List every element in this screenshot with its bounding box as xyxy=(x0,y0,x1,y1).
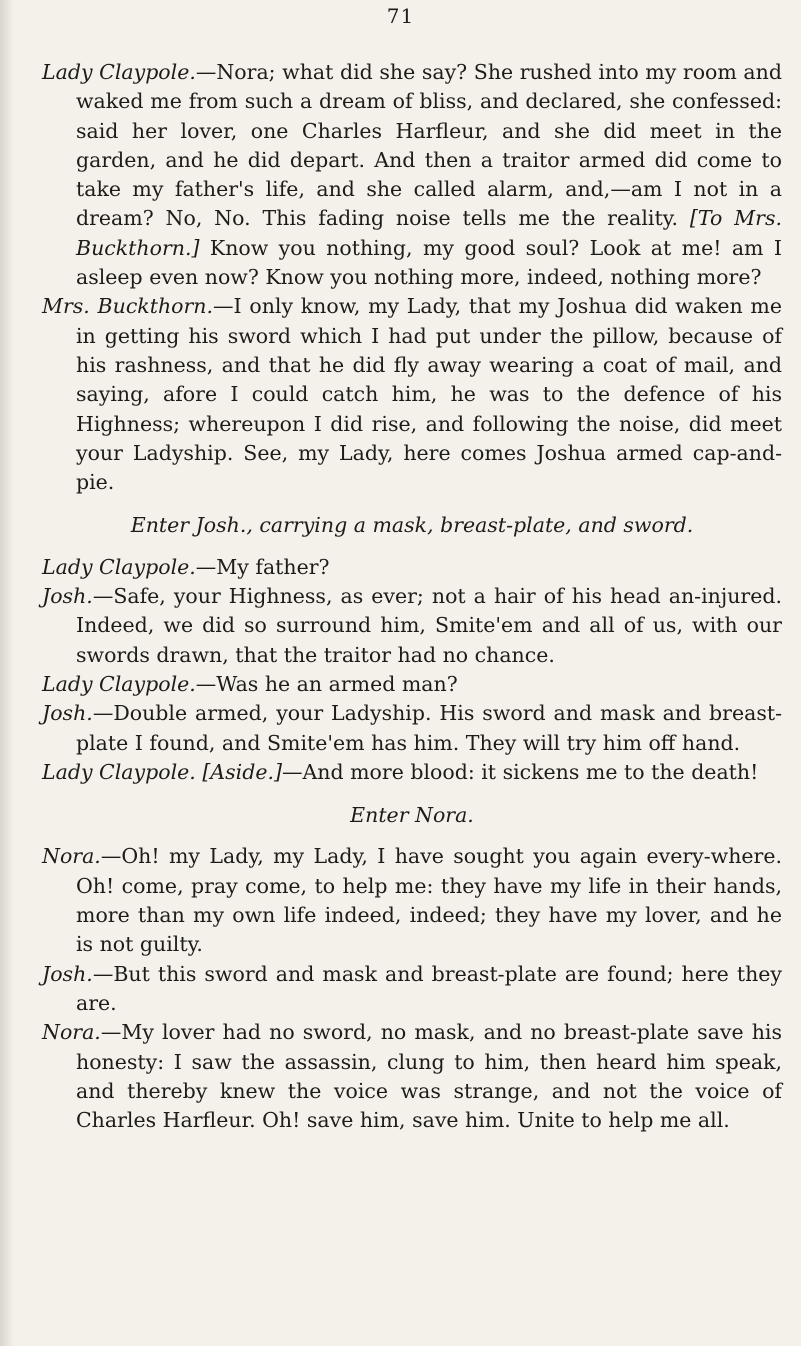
speech-text-continued: Know you nothing, my good soul? Look at me! am I asleep even now? Know you nothing more, indeed, nothing more? xyxy=(76,235,782,290)
stage-direction-enter-josh: Enter Josh., carrying a mask, breast-plate, and sword. xyxy=(130,513,694,538)
speaker-name: Lady Claypole. xyxy=(42,671,196,696)
speaker-name: Nora. xyxy=(42,844,101,869)
speech-text: —My lover had no sword, no mask, and no breast-plate save his honesty: I saw the assassin, clung to him, then heard him speak, and thereby knew the voice was strange, and not the voice of Charles Harfleur. Oh! save him, save him. Unite to help me all. xyxy=(76,1020,782,1133)
speaker-name: Josh. xyxy=(42,584,93,609)
speech-text: —My father? xyxy=(195,554,330,579)
speech-text-continued: —And more blood: it sickens me to the death! xyxy=(281,759,759,784)
speech-mrs-buckthorn xyxy=(42,292,782,497)
speaker-name: Josh. xyxy=(42,701,93,726)
speaker-name: Lady Claypole. xyxy=(42,554,196,579)
stage-direction: [To Mrs. Buckthorn.] xyxy=(76,206,782,260)
speech-text: —But this sword and mask and breast-plate are found; here they are. xyxy=(76,961,782,1015)
speaker-name: Lady Claypole. xyxy=(42,60,196,84)
speech-josh-2 xyxy=(42,699,782,758)
stage-direction: [Aside.] xyxy=(202,759,282,784)
speech-text: —Oh! my Lady, my Lady, I have sought you again every-where. Oh! come, pray come, to help me: they have my life in their hands, more than my own life indeed, indeed; they have my lover, and he is not guilty. xyxy=(76,844,782,957)
page-number: 71 xyxy=(386,4,415,28)
speech-lady-claypole-3 xyxy=(42,670,782,699)
speech-lady-claypole-aside xyxy=(42,758,782,787)
speech-josh-1 xyxy=(42,582,782,670)
speaker-name: Mrs. Buckthorn. xyxy=(42,294,214,319)
page-gutter-shadow xyxy=(0,0,14,1346)
speech-lady-claypole-2 xyxy=(42,553,782,582)
speech-nora-2 xyxy=(42,1018,782,1135)
stage-direction-enter-nora: Enter Nora. xyxy=(350,803,474,828)
play-text xyxy=(42,58,782,1135)
speech-lady-claypole-1 xyxy=(42,58,782,292)
speech-text: —Double armed, your Ladyship. His sword and mask and breast-plate I found, and Smite'em has him. They will try him off hand. xyxy=(76,701,782,755)
speech-text: —Was he an armed man? xyxy=(195,671,458,696)
speaker-name: Lady Claypole. xyxy=(42,759,196,784)
speaker-name: Nora. xyxy=(42,1020,101,1045)
speech-text: —Safe, your Highness, as ever; not a hair of his head an-injured. Indeed, we did so surround him, Smite'em and all of us, with our swords drawn, that the traitor had no chance. xyxy=(76,584,782,667)
speech-text: —Nora; what did she say? She rushed into my room and waked me from such a dream of bliss, and declared, she confessed: said her lover, one Charles Harfleur, and she did meet in the garden, and he did depart. And then a traitor armed did come to take my father's life, and she called alarm, and,—am I not in a dream? No, No. This fading noise tells me the reality. xyxy=(76,60,782,231)
speech-josh-3 xyxy=(42,960,782,1019)
speech-nora-1 xyxy=(42,842,782,959)
speaker-name: Josh. xyxy=(42,961,93,986)
speech-text: —I only know, my Lady, that my Joshua did waken me in getting his sword which I had put under the pillow, because of his rashness, and that he did fly away wearing a coat of mail, and saying, afore I could catch him, he was to the defence of his Highness; whereupon I did rise, and following the noise, did meet your Ladyship. See, my Lady, here comes Joshua armed cap-and-pie. xyxy=(76,294,782,495)
